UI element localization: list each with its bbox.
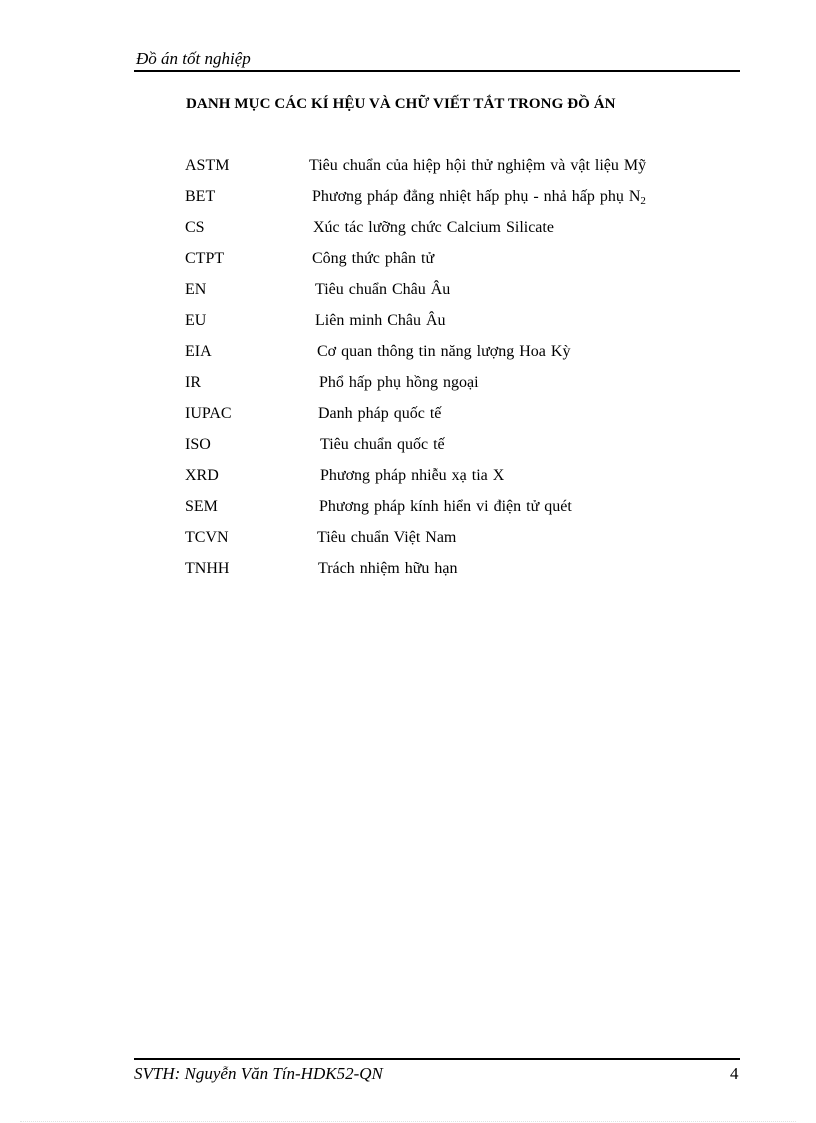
abbreviation-code: IUPAC	[185, 405, 232, 422]
abbreviation-description: Trách nhiệm hữu hạn	[318, 560, 458, 577]
abbreviation-code: CS	[185, 219, 205, 236]
abbreviation-code: EN	[185, 281, 207, 298]
list-item	[0, 217, 816, 239]
abbreviation-description: Tiêu chuẩn Việt Nam	[317, 529, 457, 546]
abbreviation-description: Tiêu chuẩn Châu Âu	[315, 281, 451, 298]
abbreviation-code: EIA	[185, 343, 212, 360]
page-number: 4	[730, 1064, 739, 1083]
list-item	[0, 341, 816, 363]
page-edge-divider	[20, 1121, 796, 1122]
footer-divider	[134, 1058, 740, 1060]
abbreviation-code: TNHH	[185, 560, 230, 577]
list-item	[0, 496, 816, 518]
abbreviation-code: XRD	[185, 467, 219, 484]
footer-author: SVTH: Nguyễn Văn Tín-HDK52-QN	[134, 1064, 383, 1083]
abbreviation-code: TCVN	[185, 529, 229, 546]
list-item	[0, 558, 816, 580]
list-item	[0, 310, 816, 332]
abbreviation-description: Phương pháp nhiễu xạ tia X	[320, 467, 505, 484]
abbreviation-description: Danh pháp quốc tế	[318, 405, 442, 422]
list-item	[0, 186, 816, 208]
abbreviation-description: Phương pháp kính hiển vi điện tử quét	[319, 498, 572, 515]
abbreviation-description: Phổ hấp phụ hồng ngoại	[319, 374, 479, 391]
abbreviation-code: CTPT	[185, 250, 225, 267]
abbreviation-code: EU	[185, 312, 207, 329]
abbreviation-code: IR	[185, 374, 201, 391]
list-item	[0, 434, 816, 456]
abbreviation-code: BET	[185, 188, 216, 205]
abbreviation-description: Cơ quan thông tin năng lượng Hoa Kỳ	[317, 343, 571, 360]
subscript: 2	[640, 195, 646, 207]
abbreviation-code: ASTM	[185, 157, 230, 174]
abbreviation-description: Tiêu chuẩn của hiệp hội thử nghiệm và vật liệu Mỹ	[309, 157, 647, 174]
page-title: DANH MỤC CÁC KÍ HỆU VÀ CHỮ VIẾT TẮT TRONG ĐỒ ÁN	[186, 96, 616, 112]
abbreviation-description: Tiêu chuẩn quốc tế	[320, 436, 445, 453]
abbreviation-code: ISO	[185, 436, 211, 453]
abbreviation-description: Liên minh Châu Âu	[315, 312, 446, 329]
list-item	[0, 155, 816, 177]
abbreviation-description	[312, 186, 646, 208]
list-item	[0, 248, 816, 270]
abbreviation-code: SEM	[185, 498, 218, 515]
header-title: Đồ án tốt nghiệp	[136, 49, 251, 68]
abbreviation-description-text: Phương pháp đẳng nhiệt hấp phụ - nhả hấp phụ N	[312, 188, 641, 205]
list-item	[0, 279, 816, 301]
list-item	[0, 403, 816, 425]
abbreviation-description: Xúc tác lưỡng chức Calcium Silicate	[313, 219, 554, 236]
list-item	[0, 372, 816, 394]
list-item	[0, 527, 816, 549]
list-item	[0, 465, 816, 487]
abbreviation-description: Công thức phân tử	[312, 250, 435, 267]
